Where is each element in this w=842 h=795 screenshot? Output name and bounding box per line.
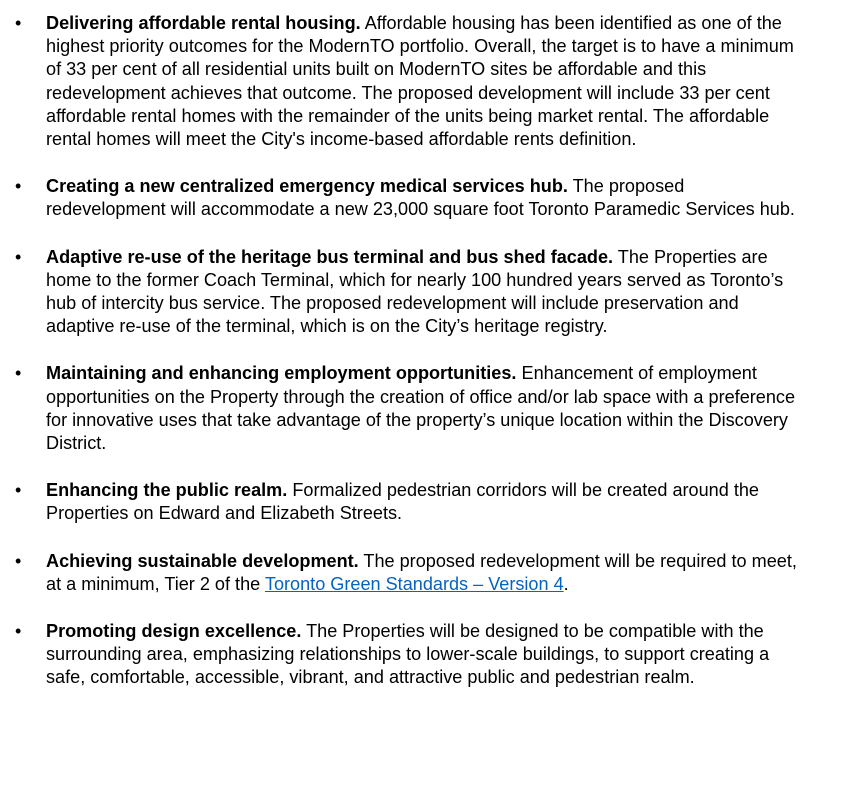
bullet-icon: • (15, 246, 22, 267)
item-heading: Maintaining and enhancing employment opportunities. (46, 363, 517, 384)
bullet-icon: • (15, 176, 22, 197)
list-item-public-realm (0, 479, 842, 525)
bullet-icon: • (15, 480, 22, 501)
list-item-design-excellence (0, 620, 842, 690)
item-text: Enhancement of employment opportunities on the Property through the creation of office and/or lab space with a preference for innovative uses that take advantage of the property’s unique location within the Discovery District. (46, 363, 796, 454)
item-heading: Creating a new centralized emergency medical services hub. (46, 176, 568, 197)
item-text: The proposed redevelopment will be required to meet, at a minimum, Tier 2 of the (46, 550, 797, 594)
item-text: Affordable housing has been identified as one of the highest priority outcomes for the ModernTO portfolio. Overall, the target is to have a minimum of 33 per cent of all residential units built on ModernTO sites be affordable and this redevelopment achieves that outcome. The proposed development will include 33 per cent affordable rental homes with the remainder of the units being market rental. The affordable rental homes will meet the City's income-based affordable rents definition. (46, 13, 794, 150)
item-text-end: . (563, 573, 569, 594)
list-item-sustainable-development (0, 550, 842, 596)
item-text: The proposed redevelopment will accommodate a new 23,000 square foot Toronto Paramedic Services hub. (46, 176, 795, 220)
item-heading: Achieving sustainable development. (46, 550, 359, 571)
document-body (0, 12, 842, 714)
item-text: The Properties will be designed to be compatible with the surrounding area, emphasizing relationships to lower-scale buildings, to support creating a safe, comfortable, accessible, vibrant, and attractive public and pedestrian realm. (46, 621, 770, 688)
item-heading: Delivering affordable rental housing. (46, 13, 361, 33)
toronto-green-standards-link[interactable]: Toronto Green Standards – Version 4 (264, 573, 564, 594)
item-text: The Properties are home to the former Coach Terminal, which for nearly 100 hundred years served as Toronto’s hub of intercity bus service. The proposed redevelopment will include preservation and adaptive re-use of the terminal, which is on the City’s heritage registry. (46, 246, 784, 337)
item-heading: Adaptive re-use of the heritage bus terminal and bus shed facade. (46, 246, 614, 267)
item-heading: Promoting design excellence. (46, 621, 302, 642)
item-text: Formalized pedestrian corridors will be created around the Properties on Edward and Elizabeth Streets. (46, 480, 759, 524)
list-item-ems-hub (0, 175, 842, 221)
bullet-icon: • (15, 550, 22, 571)
bullet-icon: • (15, 621, 22, 642)
list-item-employment (0, 362, 842, 455)
bullet-icon: • (15, 363, 22, 384)
bullet-icon: • (15, 13, 22, 33)
item-heading: Enhancing the public realm. (46, 480, 288, 501)
list-item-heritage-terminal (0, 246, 842, 339)
list-item-affordable-housing (0, 12, 842, 151)
